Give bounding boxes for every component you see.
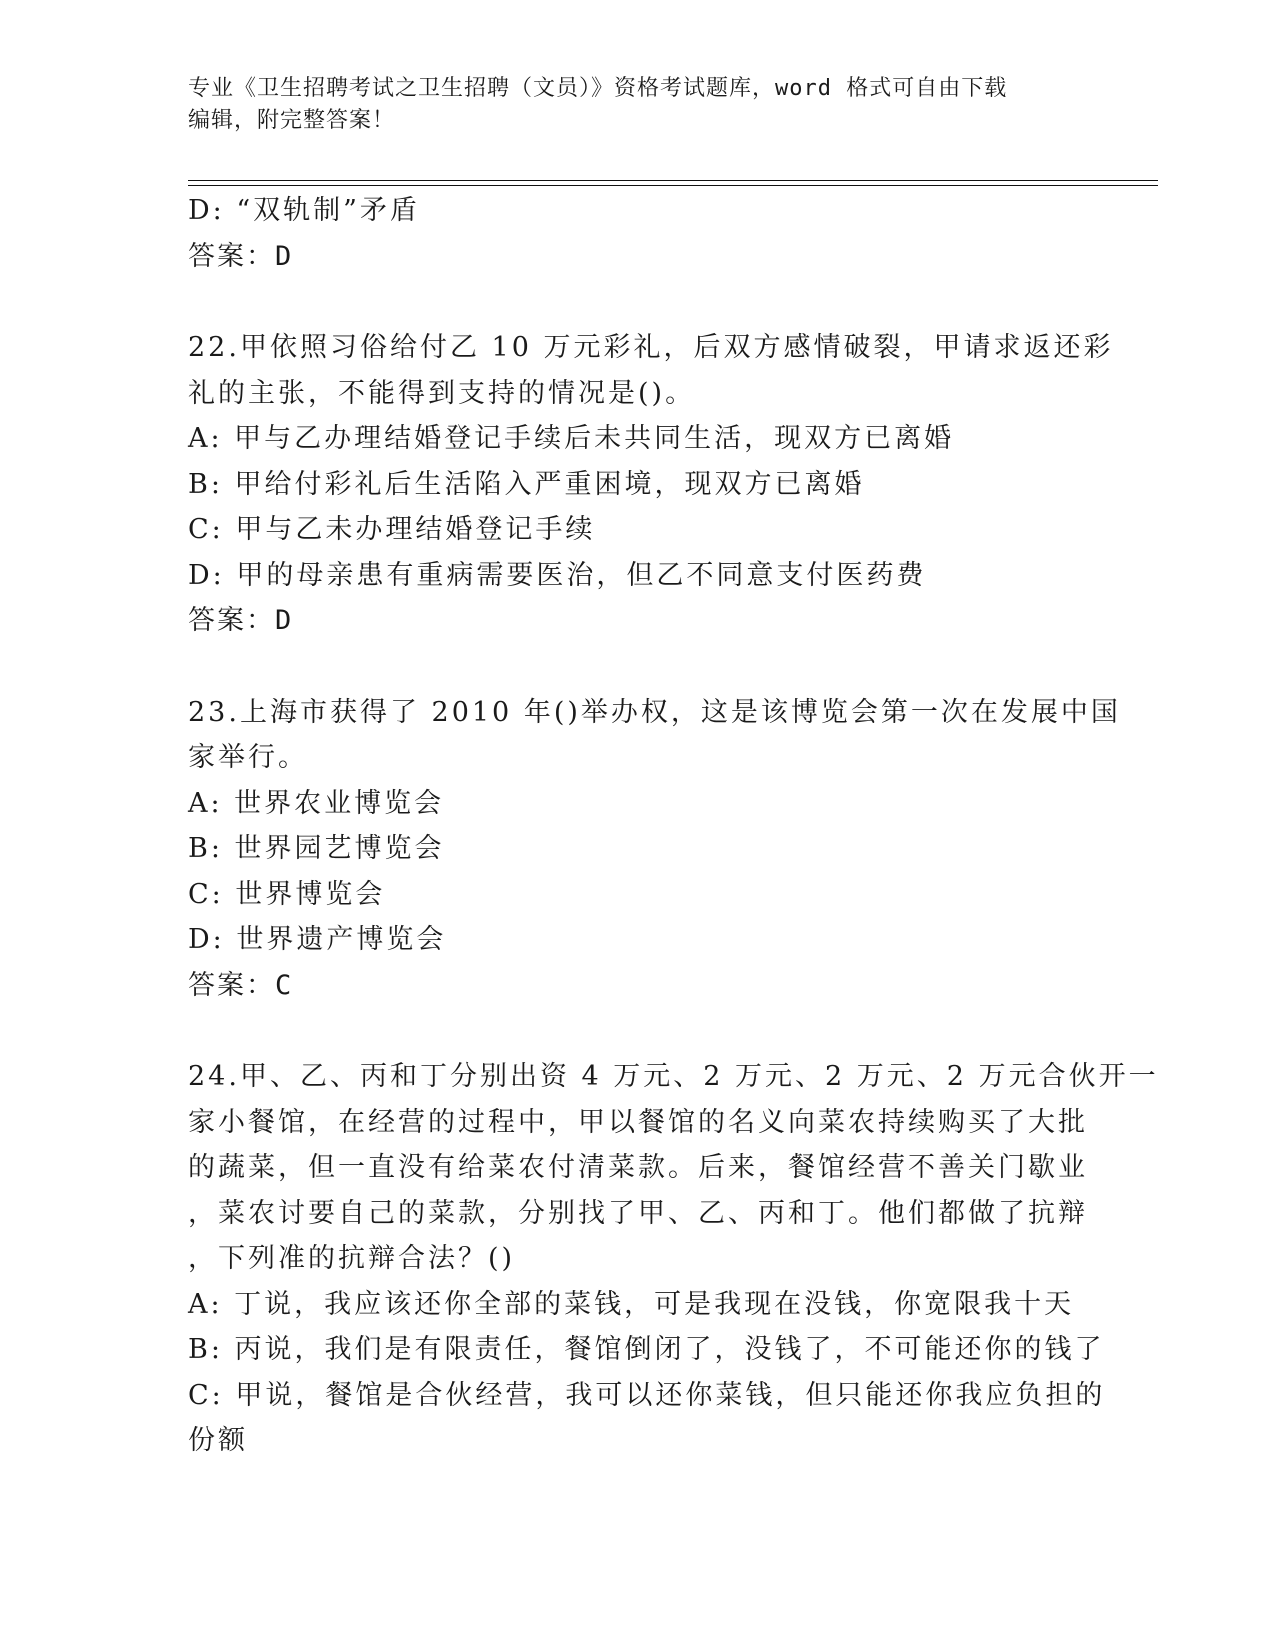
option-b: B: 世界园艺博览会 — [188, 833, 445, 864]
question-stem-line: ，下列准的抗辩合法？() — [188, 1243, 516, 1274]
answer-value: C — [275, 969, 294, 1001]
prev-answer — [188, 234, 1088, 280]
question-23 — [188, 690, 1121, 1009]
answer — [188, 963, 1088, 1009]
header-line-2: 编辑，附完整答案！ — [188, 108, 396, 133]
question-stem-line: 礼的主张，不能得到支持的情况是()。 — [188, 377, 696, 409]
question-stem-line: ，菜农讨要自己的菜款，分别找了甲、乙、丙和丁。他们都做了抗辩 — [188, 1197, 1088, 1229]
option-b: B: 甲给付彩礼后生活陷入严重困境，现双方已离婚 — [188, 468, 865, 500]
option-d: D: 世界遗产博览会 — [188, 924, 447, 955]
option-c-continued: 份额 — [188, 1425, 248, 1456]
question-stem-line: 家举行。 — [188, 742, 308, 773]
option-c: C: 甲说，餐馆是合伙经营，我可以还你菜钱，但只能还你我应负担的 — [188, 1379, 1106, 1411]
answer — [188, 598, 1088, 644]
question-stem-line: 家小餐馆，在经营的过程中，甲以餐馆的名义向菜农持续购买了大批 — [188, 1106, 1088, 1138]
answer-value: D — [275, 240, 294, 272]
spacer — [188, 644, 1088, 690]
header-line-1: 专业《卫生招聘考试之卫生招聘（文员）》资格考试题库，word 格式可自由下载 — [188, 76, 1008, 101]
answer-label: 答案： — [188, 969, 275, 1001]
option-c: C: 甲与乙未办理结婚登记手续 — [188, 514, 596, 545]
question-stem-line: 的蔬菜，但一直没有给菜农付清菜款。后来，餐馆经营不善关门歇业 — [188, 1152, 1088, 1183]
answer-value: D — [275, 605, 294, 636]
spacer — [188, 279, 1088, 325]
header-divider-top — [188, 180, 1158, 181]
question-24 — [188, 1054, 1159, 1464]
option-c: C: 世界博览会 — [188, 878, 386, 910]
option-b: B: 丙说，我们是有限责任，餐馆倒闭了，没钱了，不可能还你的钱了 — [188, 1334, 1105, 1365]
header-divider-bottom — [188, 185, 1158, 186]
question-stem-line: 23.上海市获得了 2010 年()举办权，这是该博览会第一次在发展中国 — [188, 696, 1121, 728]
question-stem-line: 22.甲依照习俗给付乙 10 万元彩礼，后双方感情破裂，甲请求返还彩 — [188, 332, 1114, 363]
answer-label: 答案： — [188, 240, 275, 272]
option-a: A: 世界农业博览会 — [188, 787, 445, 819]
answer-label: 答案： — [188, 605, 275, 636]
option-a: A: 甲与乙办理结婚登记手续后未共同生活，现双方已离婚 — [188, 423, 955, 454]
option-a: A: 丁说，我应该还你全部的菜钱，可是我现在没钱，你宽限我十天 — [188, 1288, 1075, 1320]
document-header — [188, 73, 1068, 137]
question-22 — [188, 325, 1114, 644]
spacer — [188, 1008, 1088, 1054]
option-d: D: 甲的母亲患有重病需要医治，但乙不同意支付医药费 — [188, 559, 927, 591]
question-stem-line: 24.甲、乙、丙和丁分别出资 4 万元、2 万元、2 万元、2 万元合伙开一 — [188, 1061, 1159, 1092]
document-body — [188, 188, 1159, 1464]
prev-option-d: D: “双轨制”矛盾 — [188, 195, 420, 226]
